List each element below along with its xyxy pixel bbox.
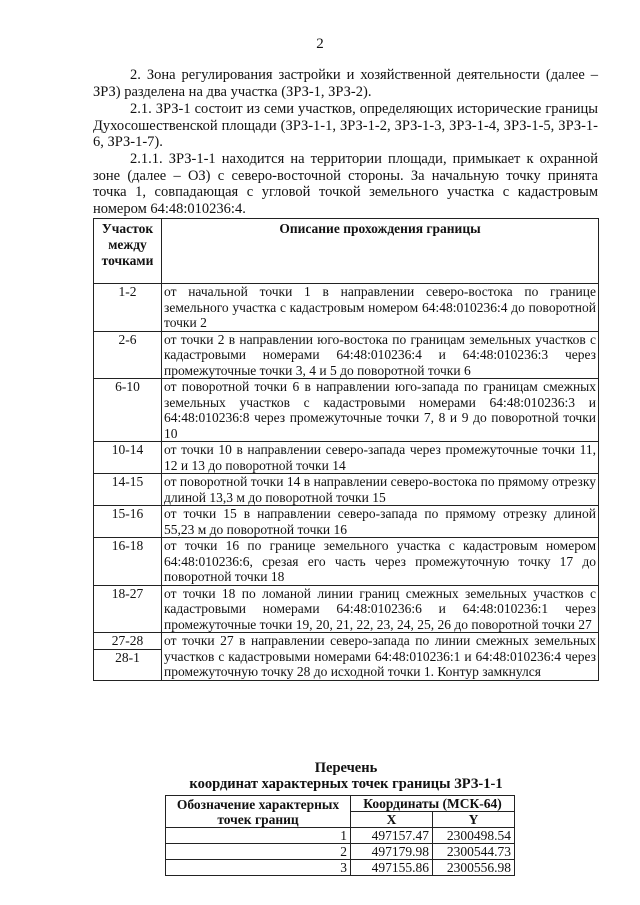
- header-coords: Координаты (МСК-64): [351, 796, 515, 812]
- boundary-description-table: [93, 218, 599, 681]
- page-number: 2: [316, 36, 324, 52]
- table-header-row: [94, 219, 599, 284]
- description-cell: от точки 16 по границе земельного участка с кадастровым номером 64:48:010236:6, срезая его часть через промежуточную точку 17 до поворотной точки 18: [162, 538, 599, 586]
- header-segment: Участок между точками: [94, 219, 162, 284]
- segment-cell: 14-15: [94, 474, 162, 506]
- paragraph-zrz1-parts: 2.1. ЗРЗ-1 состоит из семи участков, определяющих исторические границы Духосошественской площади (ЗРЗ-1-1, ЗРЗ-1-2, ЗРЗ-1-3, ЗРЗ-1-4, ЗРЗ-1-5, ЗРЗ-1-6, ЗРЗ-1-7).: [93, 101, 598, 150]
- table-row: [94, 633, 599, 681]
- header-points: Обозначение характерных точек границ: [166, 796, 351, 828]
- segment-27-28: 27-28: [93, 633, 162, 650]
- coordinates-table: [165, 795, 515, 876]
- table-row: [94, 442, 599, 474]
- table-row: [94, 538, 599, 586]
- table-row: [94, 474, 599, 506]
- paragraph-zrz1-1: 2.1.1. ЗРЗ-1-1 находится на территории площади, примыкает к охранной зоне (далее – ОЗ) с северо-восточной стороны. За начальную точку принята точка 1, совпадающая с угловой точкой земельного участка с кадастровым номером 64:48:010236:4.: [93, 151, 598, 217]
- segment-cell: 15-16: [94, 506, 162, 538]
- table-row: [166, 828, 515, 844]
- x-cell: 497157.47: [351, 828, 433, 844]
- point-cell: 2: [166, 844, 351, 860]
- coords-title: Перечень: [314, 760, 378, 776]
- description-cell: от поворотной точки 14 в направлении северо-востока по прямому отрезку длиной 13,3 м до поворотной точки 15: [162, 474, 599, 506]
- y-cell: 2300498.54: [433, 828, 515, 844]
- description-cell: от точки 27 в направлении северо-запада по линии смежных земельных участков с кадастровыми номерами 64:48:010236:1 и 64:48:010236:4 через промежуточную точку 28 до исходной точки 1. Контур замкнулся: [162, 633, 599, 681]
- segment-28-1: 28-1: [115, 649, 140, 665]
- segment-cell: 1-2: [94, 284, 162, 332]
- y-cell: 2300544.73: [433, 844, 515, 860]
- y-cell: 2300556.98: [433, 860, 515, 876]
- table-row: [94, 379, 599, 442]
- segment-cell: 16-18: [94, 538, 162, 586]
- header-description: Описание прохождения границы: [162, 219, 599, 284]
- description-cell: от поворотной точки 6 в направлении юго-запада по границам смежных земельных участков с кадастровыми номерами 64:48:010236:3 и 64:48:010236:8 через промежуточные точки 7, 8 и 9 до поворотной точки 10: [162, 379, 599, 442]
- paragraph-zone-regulation: 2. Зона регулирования застройки и хозяйственной деятельности (далее – ЗРЗ) разделена на два участка (ЗРЗ-1, ЗРЗ-2).: [93, 67, 598, 100]
- table-row: [94, 331, 599, 379]
- point-cell: 1: [166, 828, 351, 844]
- coords-subtitle: координат характерных точек границы ЗРЗ-1-1: [189, 776, 503, 792]
- segment-cell: 18-27: [94, 585, 162, 633]
- segment-cell: 2-6: [94, 331, 162, 379]
- description-cell: от точки 10 в направлении северо-запада через промежуточные точки 11, 12 и 13 до поворотной точки 14: [162, 442, 599, 474]
- header-x: X: [351, 812, 433, 828]
- table-row: [94, 585, 599, 633]
- segment-cell: 10-14: [94, 442, 162, 474]
- table-row: [166, 844, 515, 860]
- header-y: Y: [433, 812, 515, 828]
- table-row: [94, 506, 599, 538]
- table-row: [94, 284, 599, 332]
- segment-cell: [94, 633, 162, 681]
- description-cell: от точки 18 по ломаной линии границ смежных земельных участков с кадастровыми номерами 64:48:010236:6 и 64:48:010236:1 через промежуточные точки 19, 20, 21, 22, 23, 24, 25, 26 до поворотной точки 27: [162, 585, 599, 633]
- x-cell: 497155.86: [351, 860, 433, 876]
- table-row: [166, 860, 515, 876]
- description-cell: от начальной точки 1 в направлении северо-востока по границе земельного участка с кадастровым номером 64:48:010236:4 до поворотной точки 2: [162, 284, 599, 332]
- description-cell: от точки 2 в направлении юго-востока по границам земельных участков с кадастровыми номерами 64:48:010236:4 и 64:48:010236:3 через промежуточные точки 3, 4 и 5 до поворотной точки 6: [162, 331, 599, 379]
- segment-cell: 6-10: [94, 379, 162, 442]
- point-cell: 3: [166, 860, 351, 876]
- description-cell: от точки 15 в направлении северо-запада по прямому отрезку длиной 55,23 м до поворотной точки 16: [162, 506, 599, 538]
- coords-header-row: [166, 796, 515, 812]
- x-cell: 497179.98: [351, 844, 433, 860]
